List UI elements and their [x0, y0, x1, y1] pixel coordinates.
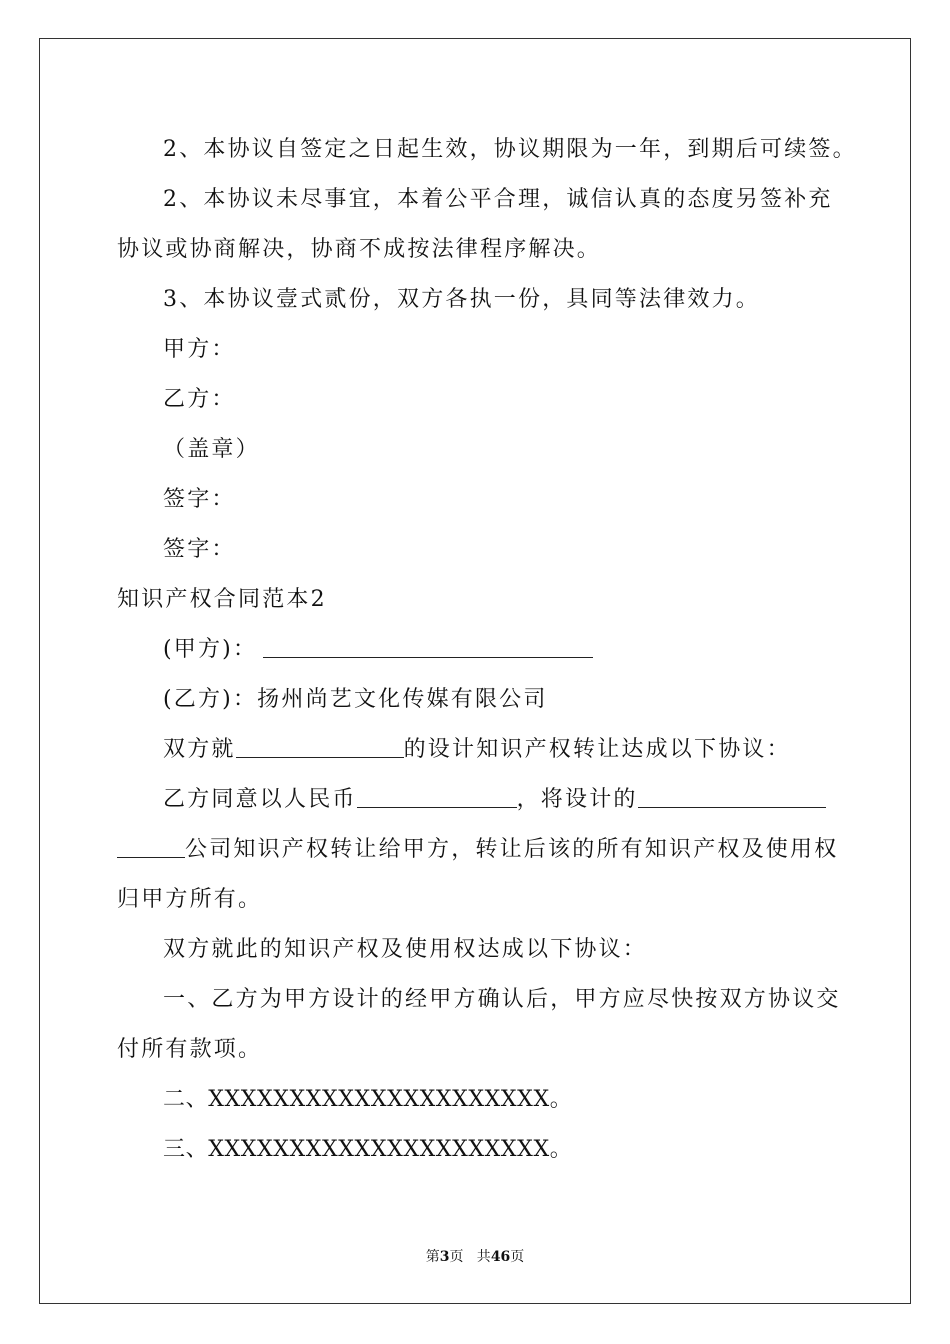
transfer-line2 — [117, 835, 838, 865]
item-3: 三、XXXXXXXXXXXXXXXXXXXXX。 — [163, 1137, 573, 1162]
party-b-label: 乙方： — [163, 387, 236, 412]
paragraph-effective: 2、本协议自签定之日起生效，协议期限为一年，到期后可续签。 — [163, 137, 857, 162]
party-a-label: 甲方： — [163, 337, 236, 362]
footer-mid: 页 共 — [449, 1249, 491, 1265]
design-blank — [638, 787, 826, 808]
item-1-line1: 一、乙方为甲方设计的经甲方确认后，甲方应尽快按双方协议交 — [163, 987, 841, 1012]
signature-label-1: 签字： — [163, 487, 236, 512]
transfer-line3: 归甲方所有。 — [117, 887, 263, 912]
agreement-subject-blank — [236, 737, 404, 758]
page-footer — [0, 1246, 950, 1266]
paragraph-supplement-line2: 协议或协商解决，协商不成按法律程序解决。 — [117, 237, 602, 262]
transfer-design-label: ，将设计的 — [516, 787, 638, 812]
section-title: 知识产权合同范本2 — [117, 587, 327, 612]
footer-prefix: 第 — [425, 1249, 440, 1265]
page-number: 3 — [439, 1249, 450, 1265]
party-a2-line — [163, 635, 593, 665]
agreement-intro — [163, 735, 791, 765]
party-a2-blank — [263, 637, 593, 658]
agreement-intro-prefix: 双方就 — [163, 737, 236, 762]
party-b2-line: (乙方)：扬州尚艺文化传媒有限公司 — [163, 687, 548, 712]
party-a2-label: (甲方)： — [163, 637, 258, 662]
company-blank — [117, 837, 185, 858]
paragraph-copies: 3、本协议壹式贰份，双方各执一份，具同等法律效力。 — [163, 287, 760, 312]
item-2: 二、XXXXXXXXXXXXXXXXXXXXX。 — [163, 1087, 573, 1112]
transfer-price-label: 乙方同意以人民币 — [163, 787, 357, 812]
signature-label-2: 签字： — [163, 537, 236, 562]
agreement-intro-suffix: 的设计知识产权转让达成以下协议： — [403, 737, 791, 762]
price-blank — [357, 787, 517, 808]
item-1-line2: 付所有款项。 — [117, 1037, 263, 1062]
agreement-intro-2: 双方就此的知识产权及使用权达成以下协议： — [163, 937, 648, 962]
transfer-line1 — [163, 785, 826, 815]
page-total: 46 — [490, 1249, 511, 1265]
paragraph-supplement-line1: 2、本协议未尽事宜，本着公平合理，诚信认真的态度另签补充 — [163, 187, 833, 212]
seal-label: （盖章） — [163, 437, 260, 462]
footer-suffix: 页 — [510, 1249, 525, 1265]
transfer-terms: 公司知识产权转让给甲方，转让后该的所有知识产权及使用权 — [185, 837, 839, 862]
